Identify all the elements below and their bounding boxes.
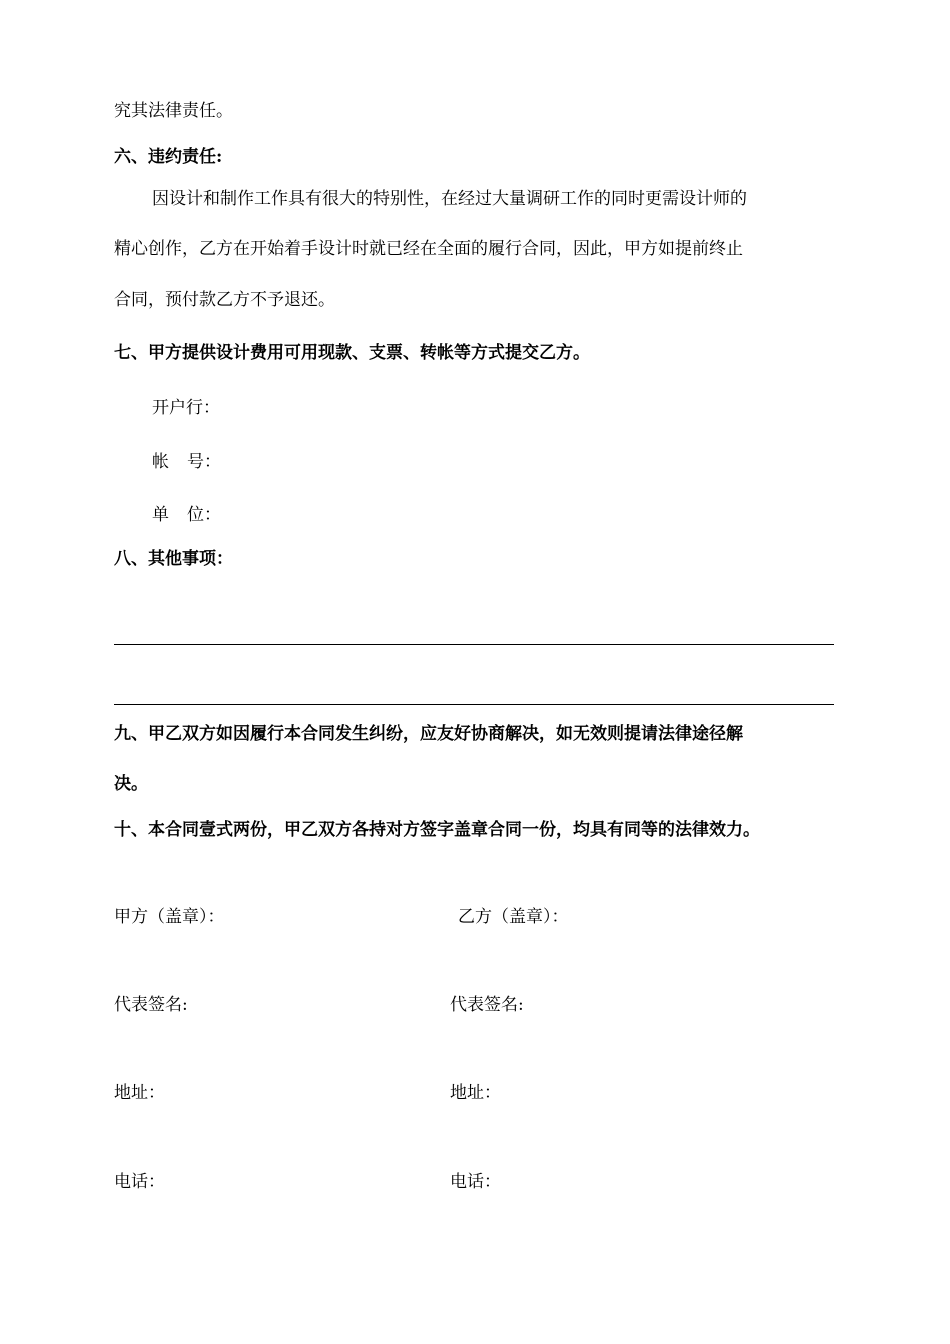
section-7-title: 七、甲方提供设计费用可用现款、支票、转帐等方式提交乙方。 bbox=[114, 343, 590, 363]
party-b-sign-label: 代表签名: bbox=[450, 995, 524, 1015]
unit-label bbox=[152, 504, 221, 526]
bank-label: 开户行： bbox=[152, 398, 220, 418]
section-6-title: 六、违约责任: bbox=[114, 147, 223, 167]
account-label bbox=[152, 451, 221, 473]
party-b-phone-label: 电话： bbox=[450, 1172, 501, 1192]
unit-label-part-b: 位： bbox=[187, 505, 221, 525]
party-a-phone-label: 电话： bbox=[114, 1172, 165, 1192]
party-a-address-label: 地址： bbox=[114, 1083, 165, 1103]
section-9-line-2: 决。 bbox=[114, 774, 148, 794]
section-10-title: 十、本合同壹式两份，甲乙双方各持对方签字盖章合同一份，均具有同等的法律效力。 bbox=[114, 820, 760, 840]
blank-rule-1 bbox=[114, 644, 834, 645]
account-label-part-a: 帐 bbox=[152, 452, 169, 472]
section-6-line-2: 精心创作，乙方在开始着手设计时就已经在全面的履行合同，因此，甲方如提前终止 bbox=[114, 239, 743, 259]
blank-rule-2 bbox=[114, 704, 834, 705]
party-a-sign-label: 代表签名: bbox=[114, 995, 188, 1015]
party-a-seal-label: 甲方（盖章）： bbox=[114, 907, 225, 927]
party-b-seal-label: 乙方（盖章）： bbox=[458, 907, 569, 927]
section-9-line-1: 九、甲乙双方如因履行本合同发生纠纷，应友好协商解决，如无效则提请法律途径解 bbox=[114, 724, 743, 744]
party-b-address-label: 地址： bbox=[450, 1083, 501, 1103]
account-label-part-b: 号： bbox=[187, 452, 221, 472]
section-6-line-1: 因设计和制作工作具有很大的特别性，在经过大量调研工作的同时更需设计师的 bbox=[152, 189, 747, 209]
clause-5-tail: 究其法律责任。 bbox=[114, 101, 233, 121]
section-6-line-3: 合同，预付款乙方不予退还。 bbox=[114, 290, 335, 310]
section-8-title: 八、其他事项： bbox=[114, 549, 233, 569]
unit-label-part-a: 单 bbox=[152, 505, 169, 525]
